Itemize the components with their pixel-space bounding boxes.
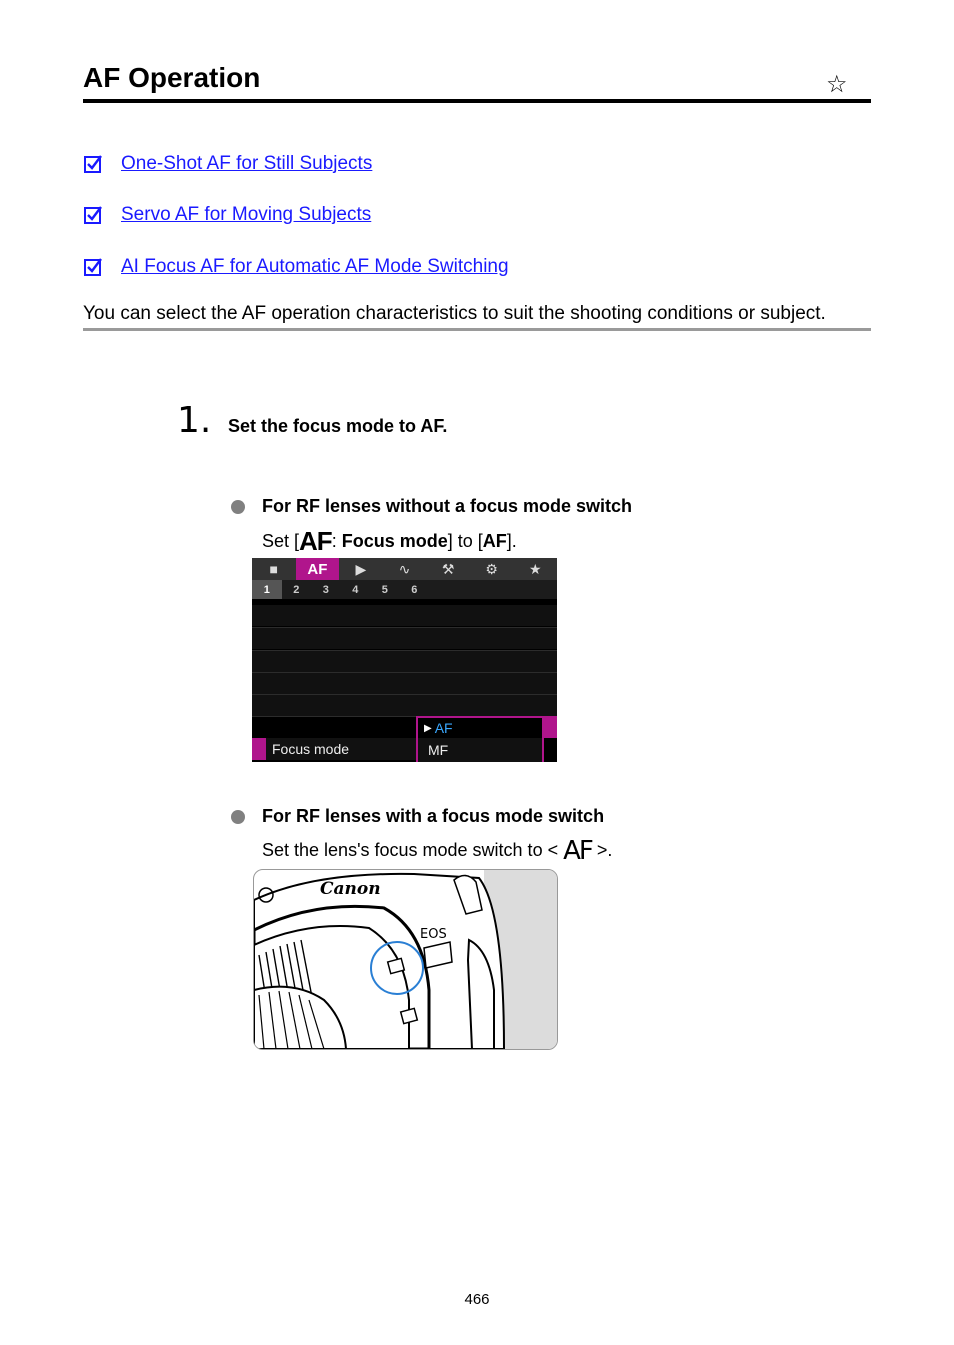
text-set-prefix: Set [: [262, 531, 300, 551]
link-row-servo[interactable]: [83, 202, 371, 228]
model-text: EOS: [420, 927, 447, 942]
link-row-one-shot[interactable]: [83, 151, 372, 177]
menu-row: [252, 695, 557, 716]
intro-text: You can select the AF operation characteristics to suit the shooting conditions or subject.: [83, 303, 826, 324]
text-colon: :: [331, 531, 342, 551]
menu-row: [252, 628, 557, 649]
bullet-instruction-no-switch: [262, 526, 517, 557]
bullet-instruction-with-switch: [262, 836, 612, 866]
af-menu-icon: AF: [299, 526, 332, 556]
title-rule: [83, 99, 871, 103]
camera-menu-screenshot: [252, 558, 557, 762]
tab-af: AF: [296, 558, 340, 580]
checkbox-check-icon: [83, 257, 103, 277]
camera-lens-illustration: [253, 869, 558, 1050]
tab-mymenu-star-icon: ★: [528, 560, 542, 577]
menu-page: 6: [411, 583, 418, 596]
bullet-heading-no-switch: For RF lenses without a focus mode switch: [262, 496, 633, 516]
tab-playback-icon: ▶: [355, 560, 367, 577]
menu-page: 4: [352, 583, 359, 596]
page-title: AF Operation: [83, 62, 261, 93]
link-ai-focus-af[interactable]: AI Focus AF for Automatic AF Mode Switching: [121, 256, 509, 277]
selector-arrow-icon: ▶: [424, 722, 432, 734]
menu-page: 1: [252, 580, 282, 599]
bullet-heading-with-switch: For RF lenses with a focus mode switch: [262, 806, 605, 826]
menu-page-numbers: [252, 580, 557, 599]
menu-page: 2: [293, 583, 300, 596]
menu-row: [252, 651, 557, 672]
section-rule: [83, 328, 871, 331]
tab-wireless-icon: ∿: [398, 560, 411, 577]
text-to: ] to [: [447, 531, 483, 551]
option-af-label: AF: [434, 720, 453, 736]
step-text: Set the focus mode to AF.: [228, 416, 448, 436]
checkbox-check-icon: [83, 205, 103, 225]
bullet-dot: [231, 500, 245, 514]
brand-text: Canon: [320, 879, 381, 899]
tab-shooting-icon: ■: [269, 561, 279, 577]
option-mf: MF: [428, 742, 449, 758]
link-one-shot-af[interactable]: One-Shot AF for Still Subjects: [121, 153, 373, 174]
text-switch-suffix: >.: [591, 840, 613, 860]
link-servo-af[interactable]: Servo AF for Moving Subjects: [121, 204, 372, 225]
page-number: 466: [464, 1291, 490, 1308]
menu-row: [252, 673, 557, 694]
bullet-dot: [231, 810, 245, 824]
menu-row: [252, 605, 557, 626]
focus-mode-label: Focus mode: [266, 738, 416, 760]
tab-setup-icon: ⚒: [441, 560, 455, 577]
menu-tabs: [252, 558, 557, 580]
camera-drawing: [254, 870, 557, 1049]
star-icon: ☆: [826, 70, 848, 98]
step-number: 1.: [177, 400, 212, 441]
af-switch-icon: AF: [563, 836, 592, 866]
link-row-ai-focus[interactable]: [83, 254, 509, 280]
option-af: [418, 718, 542, 738]
menu-value: AF: [482, 531, 507, 551]
tab-custom-icon: ⚙: [485, 560, 498, 577]
focus-mode-options: [416, 716, 544, 762]
menu-item-name: Focus mode: [341, 531, 448, 551]
text-switch-prefix: Set the lens's focus mode switch to <: [262, 840, 564, 860]
menu-page: 5: [381, 583, 388, 596]
checkbox-check-icon: [83, 154, 103, 174]
text-end: ].: [506, 531, 517, 551]
focus-mode-row: [252, 738, 416, 760]
menu-page: 3: [322, 583, 329, 596]
